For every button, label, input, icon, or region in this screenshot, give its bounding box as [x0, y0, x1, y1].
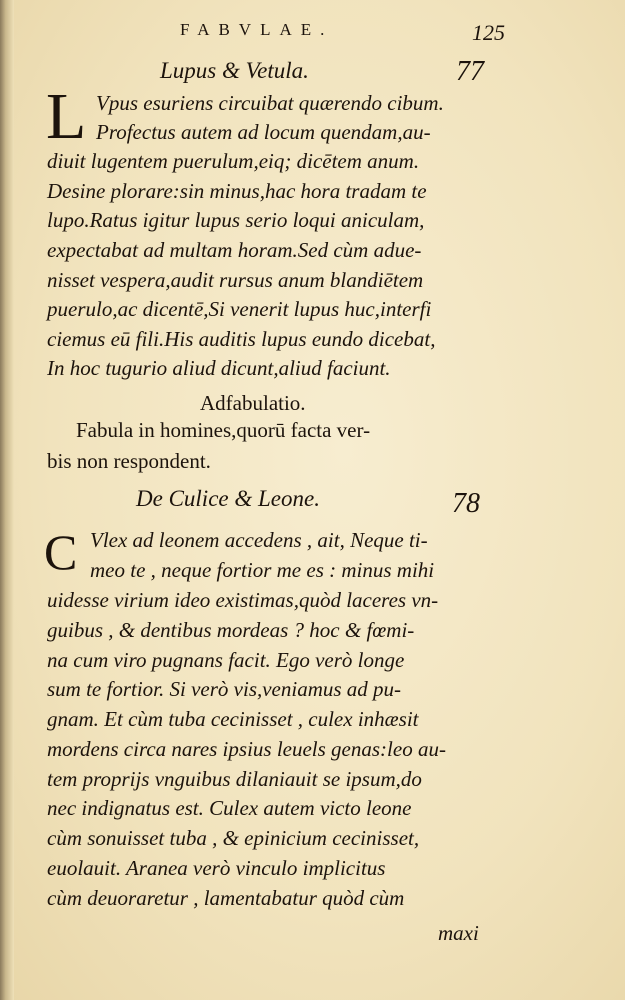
fable-78-line-12: euolauit. Aranea verò vinculo implicitus: [47, 856, 386, 880]
fable-78-number: 78: [452, 488, 480, 519]
fable-77-line-6: expectabat ad multam horam.Sed cùm adue-: [47, 238, 422, 262]
fable-78-line-5: na cum viro pugnans facit. Ego verò longe: [47, 648, 405, 672]
fable-77-line-9: ciemus eū fili.His auditis lupus eundo dicebat,: [47, 327, 436, 351]
fable-78-line-7: gnam. Et cùm tuba cecinisset , culex inhæsit: [47, 707, 419, 731]
fable-78-dropcap: C: [44, 524, 78, 580]
fable-77-line-3: diuit lugentem puerulum,eiq; dicētem anum.: [47, 149, 420, 173]
fable-77-moral-line-2: bis non respondent.: [47, 449, 211, 473]
fable-78-line-3: uidesse virium ideo existimas,quòd laceres vn-: [47, 588, 439, 612]
fable-78-line-8: mordens circa nares ipsius leuels genas:leo au-: [47, 737, 446, 761]
fable-77-dropcap: L: [46, 80, 87, 153]
running-head: FABVLAE.: [180, 20, 334, 39]
fable-78-line-6: sum te fortior. Si verò vis,veniamus ad pu-: [47, 677, 402, 701]
fable-77-line-5: lupo.Ratus igitur lupus serio loqui aniculam,: [47, 208, 425, 232]
catchword: maxi: [438, 921, 479, 945]
fable-77-title: Lupus & Vetula.: [160, 58, 309, 83]
fable-77-line-8: puerulo,ac dicentē,Si venerit lupus huc,interfi: [47, 297, 432, 321]
fable-77-line-10: In hoc tugurio aliud dicunt,aliud faciunt.: [47, 356, 391, 380]
fable-78-line-4: guibus , & dentibus mordeas ? hoc & fœmi-: [47, 618, 415, 642]
fable-77-line-7: nisset vespera,audit rursus anum blandiētem: [47, 268, 424, 292]
fable-78-line-10: nec indignatus est. Culex autem victo leone: [47, 796, 412, 820]
fable-77-line-4: Desine plorare:sin minus,hac hora tradam te: [47, 179, 427, 203]
fable-77-moral-line-1: Fabula in homines,quorū facta ver-: [76, 418, 371, 442]
fable-78-line-9: tem proprijs vnguibus dilaniauit se ipsum,do: [47, 767, 422, 791]
fable-77-line-2: Profectus autem ad locum quendam,au-: [96, 120, 431, 144]
page-gutter-shadow: [0, 0, 14, 1000]
fable-78-line-1: Vlex ad leonem accedens , ait, Neque ti-: [90, 528, 428, 552]
fable-77-number: 77: [456, 56, 484, 87]
fable-78-line-11: cùm sonuisset tuba , & epinicium cecinisset,: [47, 826, 420, 850]
fable-77-line-1: Vpus esuriens circuibat quærendo cibum.: [96, 91, 444, 115]
page-number: 125: [472, 20, 505, 45]
fable-77-moral-heading: Adfabulatio.: [200, 391, 306, 415]
fable-78-title: De Culice & Leone.: [136, 486, 320, 511]
fable-78-line-2: meo te , neque fortior me es : minus mihi: [90, 558, 435, 582]
fable-78-line-13: cùm deuoraretur , lamentabatur quòd cùm: [47, 886, 405, 910]
